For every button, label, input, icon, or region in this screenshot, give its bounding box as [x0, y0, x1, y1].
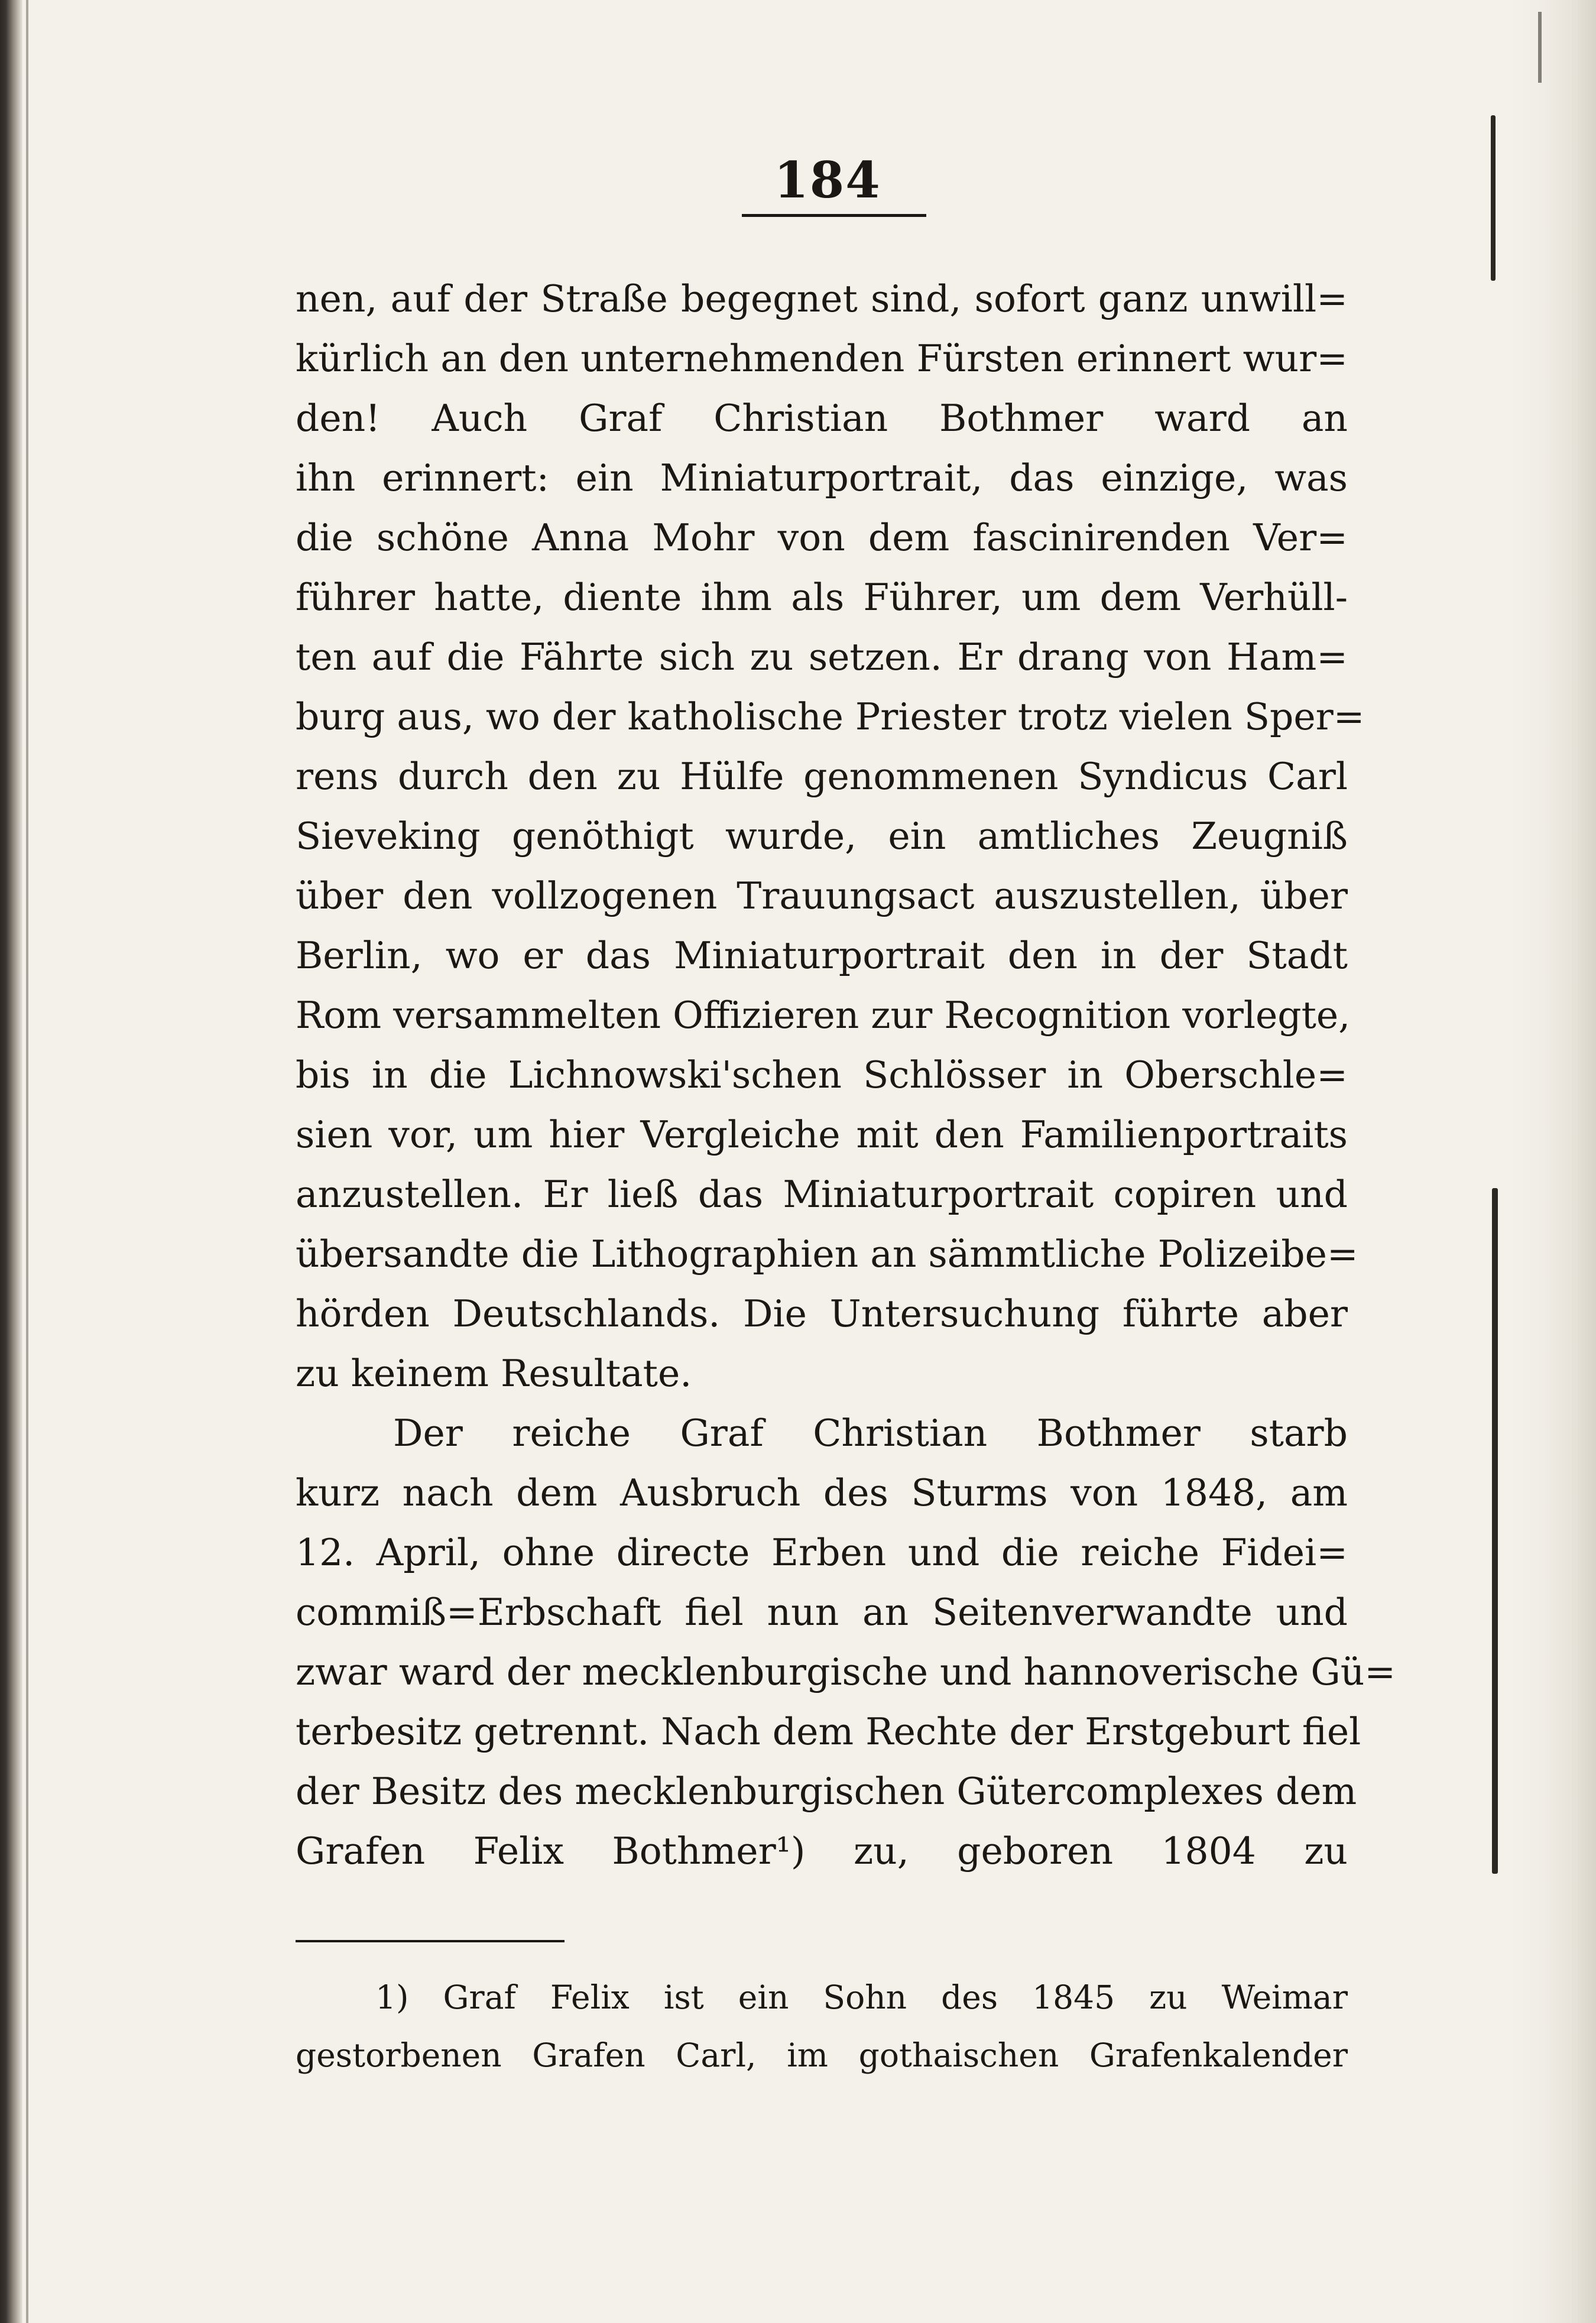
text-line: bis in die Lichnowski'schen Schlösser in Oberschle=: [296, 1053, 1348, 1096]
scan-mark-corner: [1538, 12, 1542, 83]
text-line: die schöne Anna Mohr von dem fascinirenden Ver=: [296, 516, 1348, 559]
footnote-rule: [296, 1940, 565, 1942]
text-line: übersandte die Lithographien an sämmtliche Polizeibe=: [296, 1232, 1358, 1276]
text-line: rens durch den zu Hülfe genommenen Syndicus Carl: [296, 755, 1348, 798]
text-line: führer hatte, diente ihm als Führer, um dem Verhüll-: [296, 576, 1348, 619]
text-line: anzustellen. Er ließ das Miniaturportrait copiren und: [296, 1173, 1348, 1216]
text-line: der Besitz des mecklenburgischen Gütercomplexes dem: [296, 1770, 1357, 1813]
footnote-line: 1) Graf Felix ist ein Sohn des 1845 zu Weimar: [375, 1978, 1348, 2016]
text-line: zwar ward der mecklenburgische und hannoverische Gü=: [296, 1650, 1396, 1693]
text-line: terbesitz getrennt. Nach dem Rechte der Erstgeburt fiel: [296, 1710, 1361, 1753]
text-line: commiß=Erbschaft fiel nun an Seitenverwandte und: [296, 1591, 1348, 1634]
scan-left-edge: [0, 0, 22, 2323]
text-line: Grafen Felix Bothmer¹) zu, geboren 1804 zu: [296, 1829, 1348, 1873]
text-line: über den vollzogenen Trauungsact auszustellen, über: [296, 874, 1348, 917]
scan-left-gutter-line: [26, 0, 28, 2323]
text-line: sien vor, um hier Vergleiche mit den Familienportraits: [296, 1113, 1348, 1156]
footnotes: [296, 1968, 1348, 2084]
text-line: 12. April, ohne directe Erben und die reiche Fidei=: [296, 1531, 1348, 1574]
text-line: hörden Deutschlands. Die Untersuchung führte aber: [296, 1292, 1348, 1335]
text-line: Rom versammelten Offizieren zur Recognition vorlegte,: [296, 994, 1351, 1037]
text-line: burg aus, wo der katholische Priester trotz vielen Sper=: [296, 695, 1365, 738]
body-text: [296, 269, 1396, 1881]
text-line-paragraph-end: zu keinem Resultate.: [296, 1352, 692, 1395]
text-line-paragraph-start: Der reiche Graf Christian Bothmer starb: [393, 1412, 1348, 1455]
text-line: Sieveking genöthigt wurde, ein amtliches Zeugniß: [296, 815, 1348, 858]
text-line: den! Auch Graf Christian Bothmer ward an: [296, 397, 1348, 440]
scan-mark-lower: [1492, 1188, 1498, 1874]
text-line: kurz nach dem Ausbruch des Sturms von 1848, am: [296, 1471, 1348, 1514]
header-rule: [742, 214, 926, 217]
footnote-line: gestorbenen Grafen Carl, im gothaischen Grafenkalender: [296, 2036, 1348, 2074]
scan-right-edge: [1507, 0, 1596, 2323]
page-number: 184: [774, 151, 881, 209]
text-line: ten auf die Fährte sich zu setzen. Er drang von Ham=: [296, 635, 1348, 679]
scan-mark-upper: [1491, 115, 1496, 281]
text-line: Berlin, wo er das Miniaturportrait den in der Stadt: [296, 934, 1348, 977]
text-line: kürlich an den unternehmenden Fürsten erinnert wur=: [296, 337, 1348, 380]
text-line: ihn erinnert: ein Miniaturportrait, das einzige, was: [296, 456, 1348, 499]
text-line: nen, auf der Straße begegnet sind, sofort ganz unwill=: [296, 277, 1348, 320]
